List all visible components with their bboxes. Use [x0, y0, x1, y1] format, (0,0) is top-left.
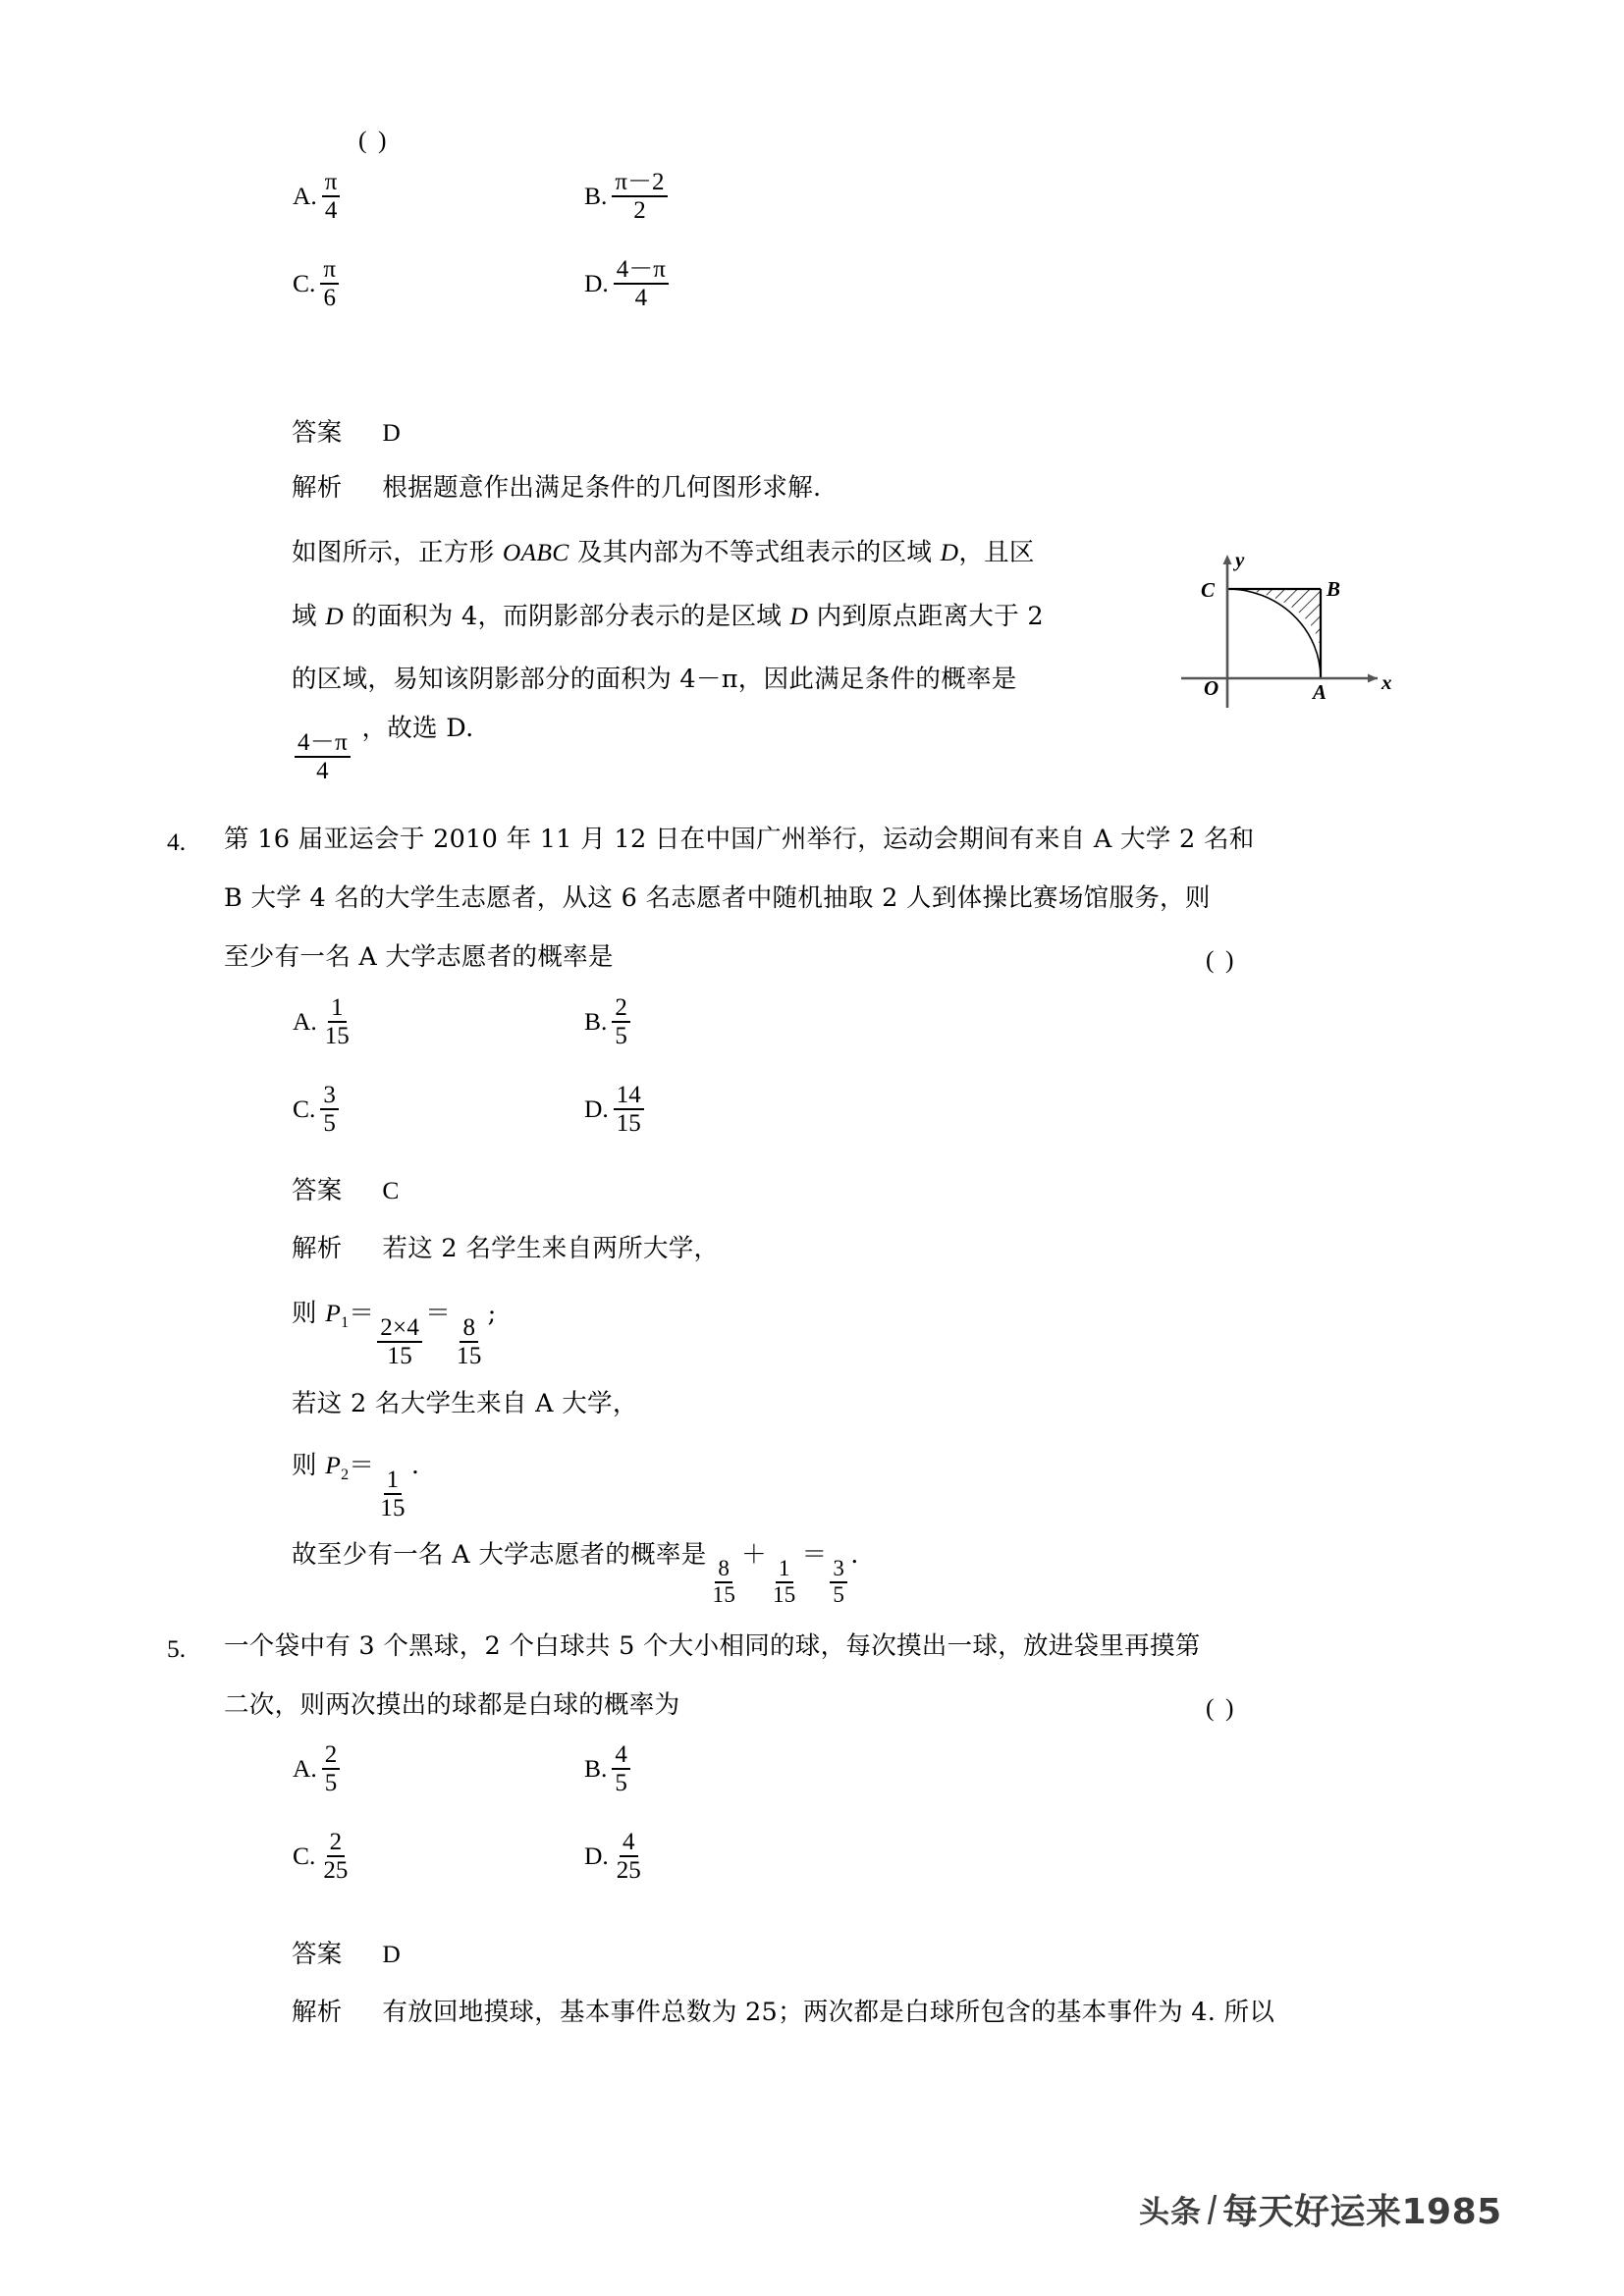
q4-analysis-label: 解析 [292, 1234, 343, 1263]
q3-option-A-label: A. [293, 182, 317, 210]
watermark-divider [1208, 2195, 1217, 2224]
q4-p2-tail: . [410, 1451, 420, 1480]
label-B: B [1326, 577, 1341, 601]
q4-option-D[interactable] [584, 1082, 647, 1137]
q5-option-D-label: D. [584, 1842, 609, 1870]
q5-analysis-lead-row [292, 1998, 1275, 2027]
q3-answer-row [292, 420, 401, 447]
q4-p1-sub: 1 [341, 1314, 350, 1332]
q3-option-A[interactable] [293, 169, 343, 224]
q4-option-B[interactable] [584, 994, 633, 1049]
watermark-author: 每天好运来1985 [1222, 2192, 1502, 2232]
q3-analysis-oabc: OABC [502, 538, 569, 566]
q4-option-B-label: B. [584, 1007, 608, 1036]
q3-analysis-l1-c: ，且区 [958, 538, 1035, 567]
q4-conclusion-fraction-3: $\frac{3}{5}$ [830, 1557, 847, 1608]
q4-option-D-fraction: $\frac{14}{15}$ [614, 1082, 644, 1137]
q3-option-D-fraction: $\frac{4-\pi}{4}$ [614, 256, 669, 311]
q3-result-fraction: $\frac{4-\pi}{4}$ [295, 729, 351, 784]
label-C: C [1201, 578, 1216, 602]
q3-analysis-label: 解析 [292, 473, 343, 503]
q3-answer-value: D [382, 418, 402, 447]
q5-line-2: 二次，则两次摸出的球都是白球的概率为 [224, 1690, 680, 1720]
q4-number: 4. [167, 828, 187, 856]
q4-choice-marker: ( ) [1206, 945, 1237, 974]
q4-conclusion-prefix: 故至少有一名 A 大学志愿者的概率是 [292, 1540, 707, 1570]
q5-option-B[interactable] [584, 1741, 633, 1796]
q4-option-D-label: D. [584, 1095, 609, 1123]
label-y: y [1235, 548, 1245, 571]
q4-answer-value: C [382, 1176, 400, 1204]
q3-analysis-line-2 [292, 604, 1044, 630]
q5-option-D-fraction: $\frac{4}{25}$ [616, 1829, 641, 1884]
q3-option-B[interactable] [584, 169, 671, 224]
label-O: O [1204, 676, 1219, 700]
q4-conclusion-tail: . [850, 1540, 859, 1570]
q5-option-A[interactable] [293, 1741, 343, 1796]
label-x: x [1381, 670, 1392, 694]
q3-analysis-l1-a: 如图所示，正方形 [292, 538, 503, 567]
q3-analysis-l1-b: 及其内部为不等式组表示的区域 [568, 538, 941, 567]
q4-option-C-label: C. [293, 1095, 316, 1123]
q5-number: 5. [167, 1634, 187, 1663]
q3-analysis-l2-a: 域 [292, 602, 326, 631]
q4-option-A-fraction: $\frac{1}{15}$ [324, 994, 350, 1049]
q5-answer-label: 答案 [292, 1940, 343, 1969]
q4-answer-row [292, 1178, 400, 1204]
q3-analysis-l2-b: 的面积为 4，而阴影部分表示的是区域 [343, 602, 790, 631]
q4-conclusion-plus: ＋ [741, 1540, 767, 1570]
q3-analysis-l2-d1: D [325, 602, 344, 630]
q4-p1-equation [292, 1301, 497, 1369]
q5-option-B-label: B. [584, 1754, 608, 1783]
q4-option-C[interactable] [293, 1082, 342, 1137]
q3-analysis-l4-tail: ，故选 D. [361, 714, 474, 743]
q4-p2-eq: ＝ [349, 1451, 375, 1480]
q3-analysis-lead-row [292, 473, 822, 503]
q5-answer-value: D [382, 1940, 402, 1968]
q5-answer-row [292, 1942, 401, 1968]
y-axis-arrow [1223, 555, 1232, 564]
q5-analysis-label: 解析 [292, 1998, 343, 2027]
figure-svg [1164, 535, 1404, 712]
q3-option-A-fraction: $\frac{\pi}{4}$ [322, 169, 341, 224]
q5-option-C-label: C. [293, 1842, 316, 1870]
q5-analysis-lead: 有放回地摸球，基本事件总数为 25；两次都是白球所包含的基本事件为 4. 所以 [382, 1998, 1275, 2027]
watermark [1139, 2184, 1502, 2234]
q4-p2-equation [292, 1453, 419, 1522]
q3-choice-marker: ( ) [358, 126, 390, 154]
q5-choice-marker: ( ) [1206, 1693, 1237, 1722]
q3-analysis-l1-d: D [940, 538, 959, 566]
q4-line-mid: 若这 2 名大学生来自 A 大学， [292, 1389, 638, 1418]
q4-p1-fraction-1: $\frac{2\times 4}{15}$ [377, 1314, 422, 1369]
q5-option-C-fraction: $\frac{2}{25}$ [323, 1829, 349, 1884]
q4-p2-prefix: 则 [292, 1451, 326, 1480]
figure-square-oabc [1164, 535, 1404, 717]
q3-option-D[interactable] [584, 256, 672, 311]
q4-conclusion-fraction-1: $\frac{8}{15}$ [712, 1555, 736, 1607]
q3-analysis-line-3: 的区域，易知该阴影部分的面积为 4－π，因此满足条件的概率是 [292, 665, 1017, 694]
q4-p1-eq: ＝ [349, 1299, 375, 1328]
q4-answer-label: 答案 [292, 1176, 343, 1205]
q5-option-A-label: A. [293, 1754, 317, 1783]
q3-analysis-line-4 [292, 714, 474, 785]
q3-option-D-label: D. [584, 269, 609, 297]
q3-answer-label: 答案 [292, 418, 343, 448]
q3-option-B-fraction: $\frac{\pi-2}{2}$ [612, 169, 667, 224]
q5-option-D[interactable] [584, 1829, 647, 1884]
q4-p2-var: P [325, 1451, 342, 1479]
watermark-source: 头条 [1139, 2195, 1202, 2230]
q4-conclusion [292, 1540, 859, 1607]
q5-option-A-fraction: $\frac{2}{5}$ [322, 1741, 341, 1796]
q3-analysis-l2-c: 内到原点距离大于 2 [808, 602, 1044, 631]
shaded-region [1227, 589, 1321, 655]
q5-option-B-fraction: $\frac{4}{5}$ [612, 1741, 630, 1796]
q4-line-1: 第 16 届亚运会于 2010 年 11 月 12 日在中国广州举行，运动会期间有来自 A 大学 2 名和 [224, 825, 1255, 854]
q4-analysis-lead-row [292, 1234, 720, 1263]
q4-conclusion-fraction-2: $\frac{1}{15}$ [772, 1555, 796, 1607]
q4-option-A-label: A. [293, 1007, 317, 1036]
q5-option-C[interactable] [293, 1829, 353, 1884]
q4-p1-eq2: ＝ [425, 1299, 452, 1328]
q4-option-A[interactable] [293, 994, 355, 1049]
q3-analysis-l2-d2: D [789, 602, 809, 630]
q3-option-B-label: B. [584, 182, 608, 210]
q3-analysis-line-1 [292, 540, 1035, 566]
label-A: A [1313, 680, 1327, 704]
q4-p1-tail: ; [487, 1299, 497, 1328]
q4-p1-var: P [325, 1299, 342, 1327]
q4-p1-fraction-2: $\frac{8}{15}$ [457, 1314, 482, 1370]
q4-line-3: 至少有一名 A 大学志愿者的概率是 [224, 942, 614, 972]
q4-conclusion-eq: ＝ [801, 1540, 828, 1570]
q3-option-C[interactable] [293, 256, 342, 311]
q3-option-C-fraction: $\frac{\pi}{6}$ [320, 256, 339, 311]
q4-p2-sub: 2 [341, 1467, 350, 1484]
q4-p2-fraction: $\frac{1}{15}$ [380, 1467, 406, 1522]
q5-line-1: 一个袋中有 3 个黑球，2 个白球共 5 个大小相同的球，每次摸出一球，放进袋里再摸第 [224, 1631, 1201, 1661]
q3-analysis-lead: 根据题意作出满足条件的几何图形求解. [382, 473, 822, 503]
q4-analysis-lead: 若这 2 名学生来自两所大学， [382, 1234, 720, 1263]
q4-option-C-fraction: $\frac{3}{5}$ [320, 1082, 339, 1137]
q4-option-B-fraction: $\frac{2}{5}$ [612, 994, 630, 1049]
x-axis-arrow [1368, 674, 1378, 683]
q4-line-2: B 大学 4 名的大学生志愿者，从这 6 名志愿者中随机抽取 2 人到体操比赛场馆服务，则 [224, 883, 1211, 913]
q4-p1-prefix: 则 [292, 1299, 326, 1328]
q3-option-C-label: C. [293, 269, 316, 297]
